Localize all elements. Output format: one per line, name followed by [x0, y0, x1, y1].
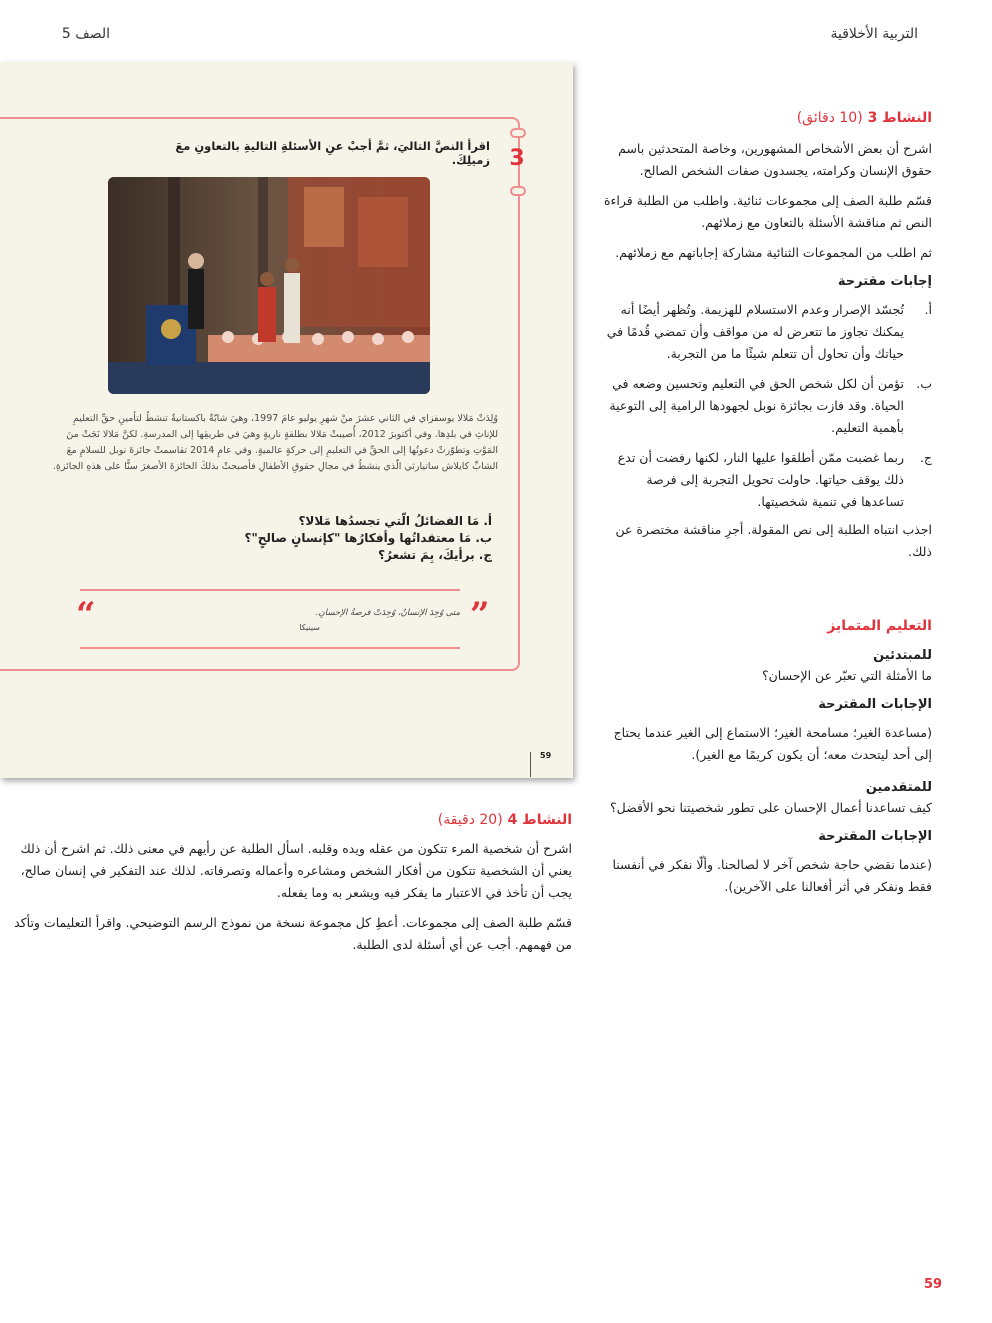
activity-number: 3	[509, 146, 525, 171]
question-b: ب. مَا معتقداتُها وأفكارُها "كإنسانٍ صالحٍ"؟	[244, 531, 492, 545]
activity-4-heading	[0, 812, 572, 828]
activity-4-time: (20 دقيقة)	[437, 812, 503, 828]
answer-item-c	[596, 447, 932, 513]
activity-3-closing: اجذب انتباه الطلبة إلى نص المقولة. أجرِ مناقشة مختصرة عن ذلك.	[615, 522, 932, 559]
quote-text: متى وُجِدَ الإنسانُ، وُجِدَتْ فرصةُ الإحسانِ.	[315, 608, 460, 618]
quote-open-icon: ”	[470, 595, 490, 635]
differentiated-heading: التعليم المتمايز	[827, 618, 932, 634]
advanced-question: كيف تساعدنا أعمال الإحسان على تطور شخصيتنا نحو الأفضل؟	[610, 800, 932, 815]
advanced-answers: (عندما نقضي حاجة شخص آخر لا لصالحنا. وألّا نفكر في أنفسنا فقط ونفكر في أثر أفعالنا على الآخرين).	[612, 857, 932, 894]
activity-3-paragraph-1: اشرح أن بعض الأشخاص المشهورين، وخاصة المتحدثين باسم حقوق الإنسان وكرامته، يجسدون صفات الشخص الصالح.	[618, 141, 932, 178]
differentiated-section	[596, 618, 932, 898]
page-number: 59	[924, 1277, 943, 1292]
answer-text: ربما غضبت ممّن أطلقوا عليها النار، لكنها رفضت أن تدع ذلك يوقف حياتها. حاولت تحويل التجربة إلى فرصة تساعدها في تنمية شخصيتها.	[617, 450, 904, 509]
student-questions	[200, 513, 492, 564]
beginners-answers: (مساعدة الغير؛ مسامحة الغير؛ الاستماع إلى الغير عندما يحتاج إلى أحد ليتحدث معه؛ أن يكون كريمًا مع الغير).	[613, 725, 932, 762]
grade-label: الصف 5	[61, 26, 110, 42]
beginners-heading: للمبتدئين	[873, 648, 932, 663]
activity-3-paragraph-3: ثم اطلب من المجموعات الثنائية مشاركة إجاباتهم مع زملائهم.	[615, 245, 932, 260]
activity-4-title: النشاط 4	[507, 812, 572, 828]
student-instruction: اقرأ النصَّ التاليَ، ثمَّ أجبْ عنِ الأسئلةِ التاليةِ بالتعاونِ معَ زميلِكَ.	[175, 139, 490, 167]
student-page-number: 59	[540, 751, 552, 760]
advanced-answers-heading: الإجابات المقترحة	[818, 829, 932, 844]
activity-3-paragraph-2: قسّم طلبة الصف إلى مجموعات ثنائية. واطلب من الطلبة قراءة النص ثم مناقشة الأسئلة بالتعاون مع زملائهم.	[604, 193, 932, 230]
answer-marker: ج.	[919, 450, 932, 465]
activity-4-paragraph-1: اشرح أن شخصية المرء تتكون من عقله ويده وقلبه. اسأل الطلبة عن رأيهم في معنى ذلك. ثم اشرح أن ذلك يعني أن الشخصية تتكون من أفكار الشخص ومشاعره وأعماله وتصرفاته. لذلك عند التفكير في إنسان صالح، يجب أن تأخذ في الاعتبار ما يفكر فيه ويشعر به وما يفعله.	[20, 841, 572, 900]
activity-4-paragraph-2: قسّم طلبة الصف إلى مجموعات. أعطِ كل مجموعة نسخة من نموذج الرسم التوضيحي. واقرأ التعليمات وتأكد من فهمهم. أجب عن أي أسئلة لدى الطلبة.	[14, 915, 572, 952]
answer-text: تُجسّد الإصرار وعدم الاستسلام للهزيمة. وتُظهر أيضًا أنه يمكنك تجاوز ما تتعرض له من مواقف وأن تمضي قُدمًا في حياتك وأن تحاول أن تتعلم شيئًا ما من التجربة.	[606, 302, 904, 361]
quote-close-icon: “	[76, 595, 96, 635]
question-a: أ. مَا الفضائلُ الّتي تجسدُها مَلالا؟	[298, 514, 492, 528]
page-number-divider	[530, 752, 531, 777]
question-c: ج. برأيكَ، بِمَ تشعرُ؟	[378, 548, 492, 562]
answer-text: تؤمن أن لكل شخص الحق في التعليم وتحسين وضعه في الحياة. وقد فازت بجائزة نوبل لجهودها الرامية إلى التوعية بأهمية التعليم.	[609, 376, 904, 435]
quote-author: سينيكا	[299, 623, 320, 632]
nobel-ceremony-photo	[108, 177, 430, 394]
activity-3-time: (10 دقائق)	[796, 110, 863, 126]
beginners-question: ما الأمثلة التي تعبّر عن الإحسان؟	[761, 668, 932, 683]
answer-item-a	[596, 299, 932, 365]
activity-3-title: النشاط 3	[867, 110, 932, 126]
answer-marker: ب.	[916, 376, 932, 391]
suggested-answers-heading: إجابات مقترحة	[837, 274, 932, 289]
activity-4-section	[0, 812, 572, 956]
subject-title: التربية الأخلاقية	[830, 26, 918, 42]
answers-list	[596, 299, 932, 513]
quote-box	[80, 589, 460, 649]
frame-tab-top	[510, 128, 526, 138]
malala-passage: وُلِدَتْ مَلالا يوسفزاي في الثاني عشرَ منْ شهرِ يوليو عامَ 1997، وهيَ شابّةٌ باكستانيةٌ تنشطُ لتأمينِ حقِّ التعليمِ للإناثِ في بلدِها. وفي أكتوبرَ 2012، أُصيبتْ مَلالا بطلقةٍ ناريةٍ وهيَ في طريقِها إلى المدرسةِ. لكنَّ مَلالا نَجَتْ منَ المَوْتِ وتطوّرتْ دعوتُها إلى الحقِّ في التعليمِ إلى حركةٍ عالميةٍ. وفي عامِ 2014 تقاسمتْ جائزةَ نوبل للسلامِ معَ الشابِّ كايلاش ساتيارثي الّذي ينشطُ في مجالِ حقوقِ الأطفالِ فأصبحتْ بذلكَ الحائزةَ الأصغرَ سنًّا على هذهِ الجائزةِ.	[52, 413, 498, 472]
beginners-answers-heading: الإجابات المقترحة	[818, 697, 932, 712]
frame-tab-bottom	[510, 186, 526, 196]
activity-3-heading	[596, 110, 932, 126]
answer-item-b	[596, 373, 932, 439]
answer-marker: أ.	[924, 302, 932, 317]
advanced-heading: للمتقدمين	[865, 780, 932, 795]
activity-3-section	[596, 110, 932, 563]
ceremony-illustration	[108, 177, 430, 394]
